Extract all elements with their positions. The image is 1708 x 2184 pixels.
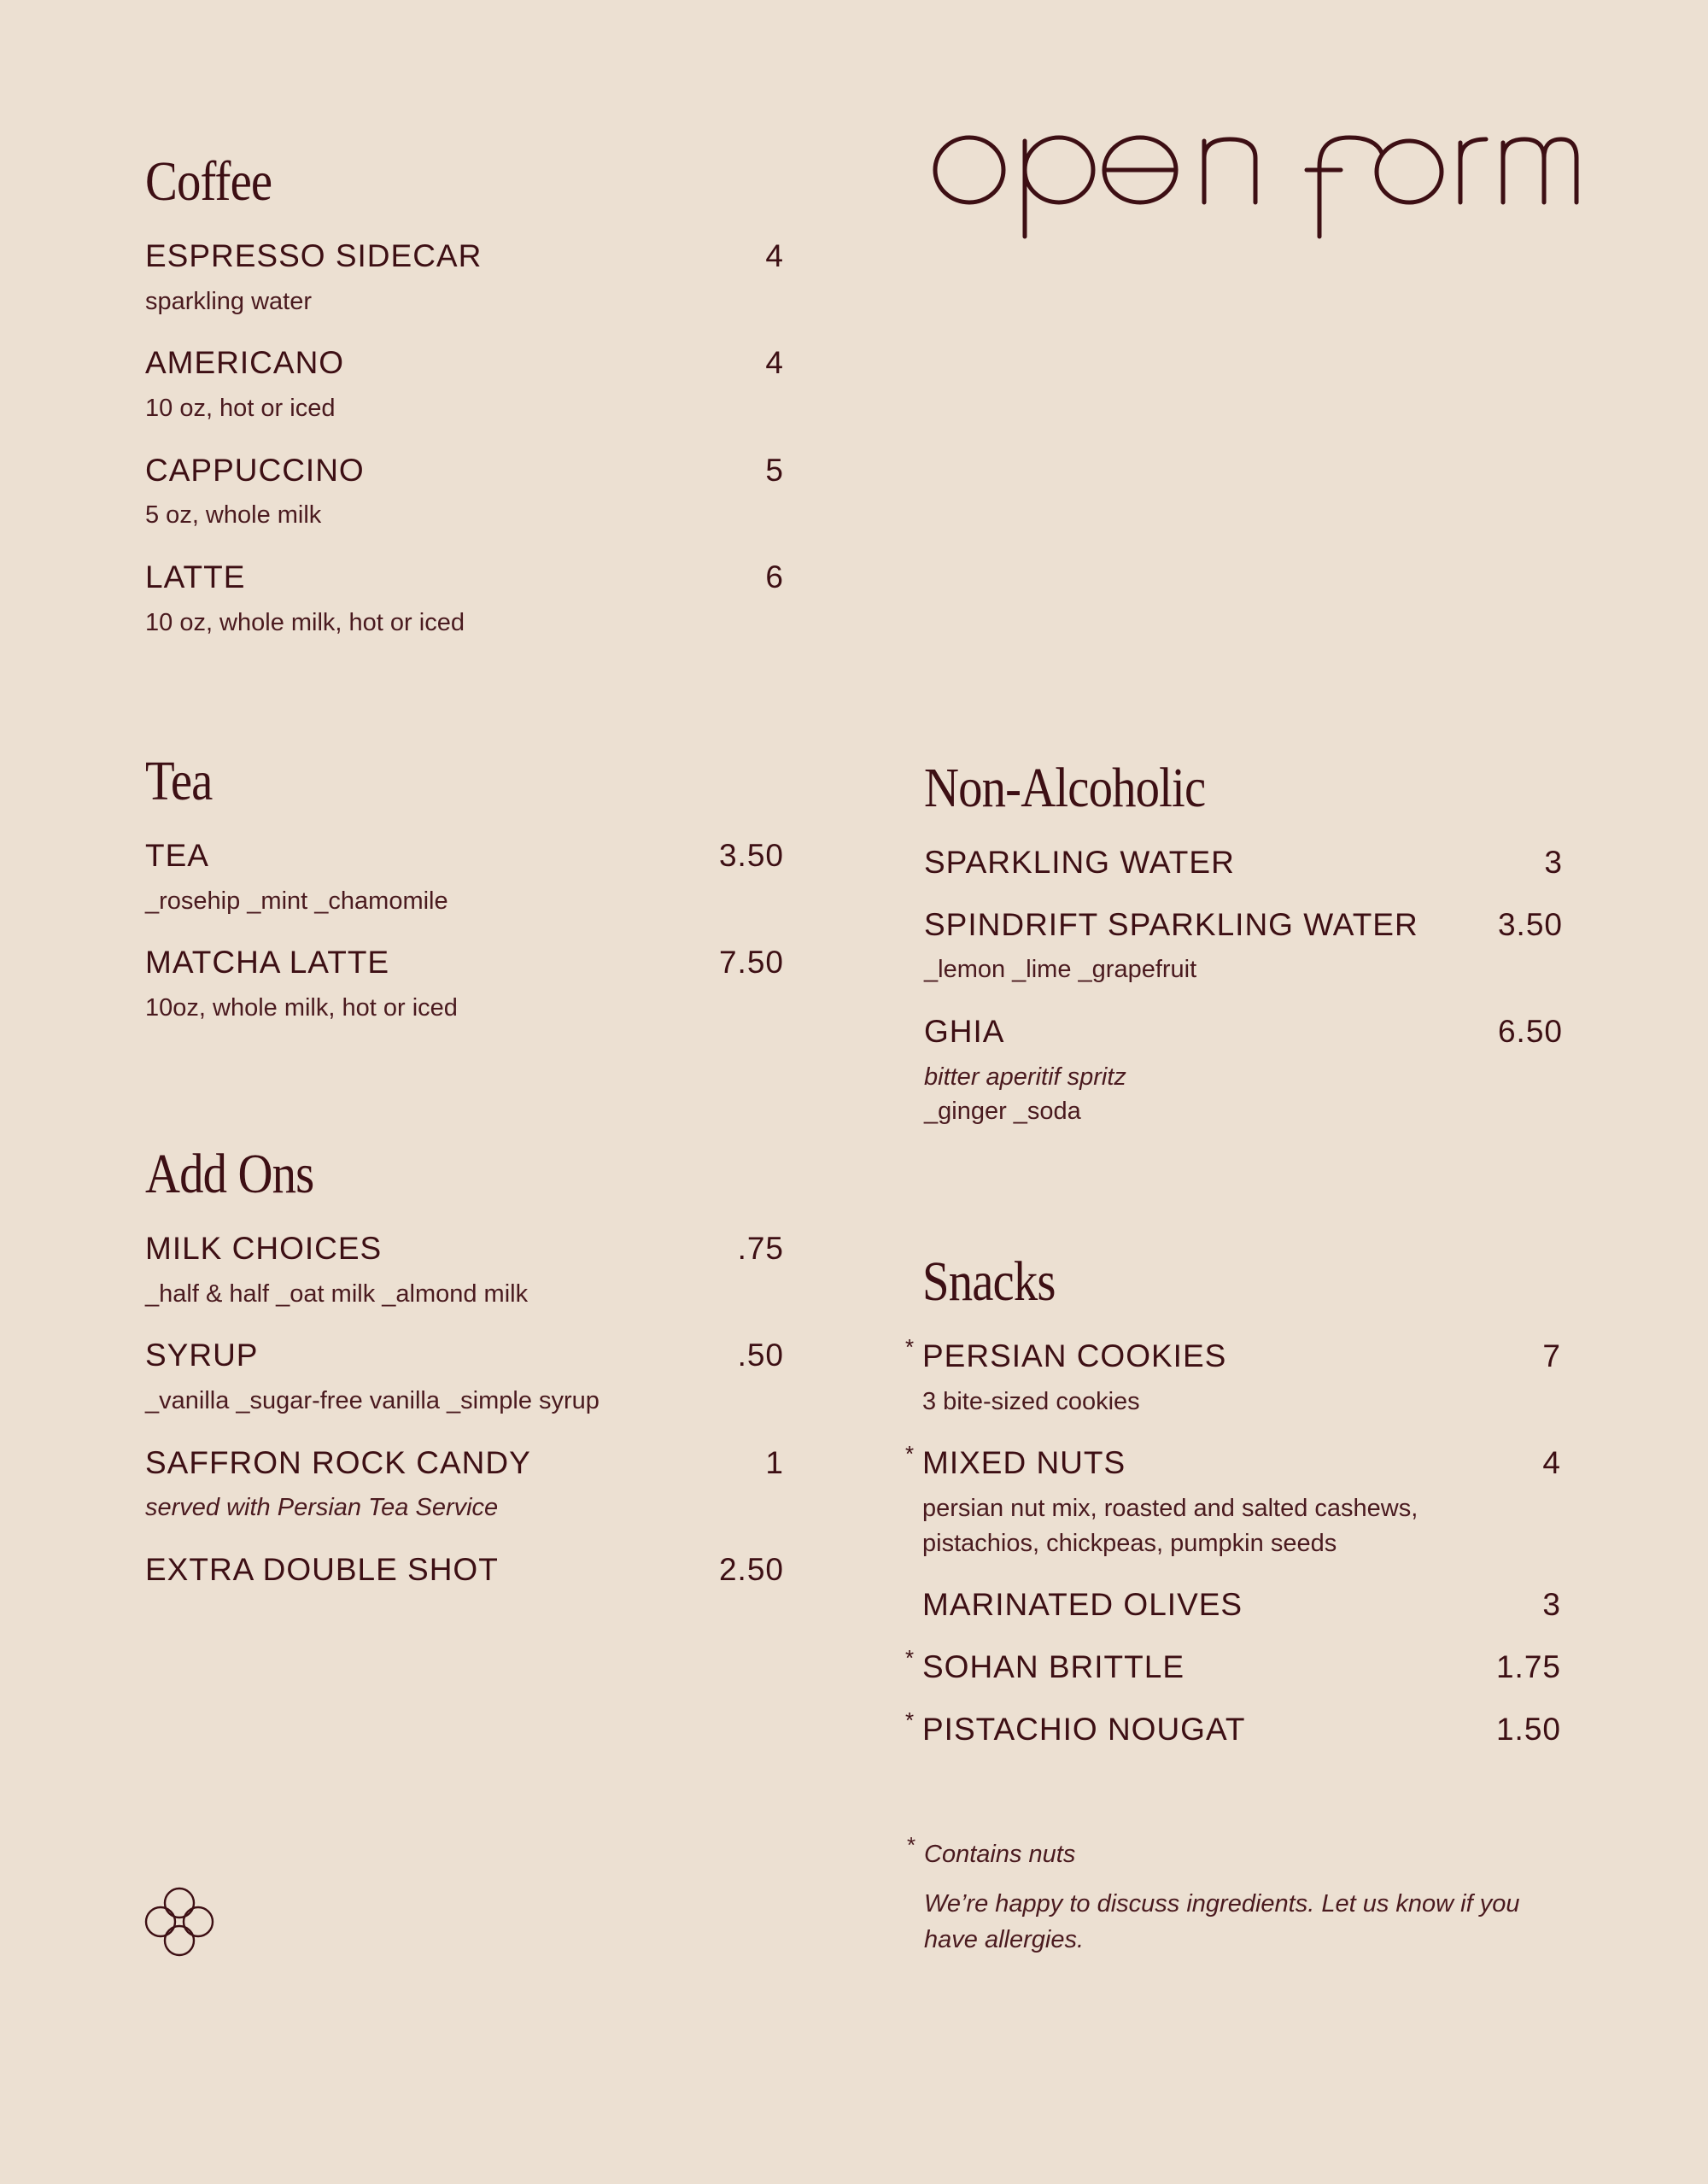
menu-item	[145, 1553, 784, 1588]
nut-star-mark: *	[905, 1441, 915, 1467]
item-name: AMERICANO	[145, 345, 345, 381]
section-title: Non-Alcoholic	[924, 757, 1206, 819]
item-description: persian nut mix, roasted and salted cashews,	[922, 1494, 1418, 1522]
flower-ornament-icon	[143, 1886, 215, 1958]
item-name: SPINDRIFT SPARKLING WATER	[924, 906, 1418, 942]
nut-star-mark: *	[905, 1334, 915, 1360]
item-price: 4	[765, 238, 784, 273]
menu-item	[924, 908, 1563, 987]
item-description: sparkling water	[145, 287, 313, 315]
item-price: 7.50	[718, 945, 784, 981]
item-name: SAFFRON ROCK CANDY	[145, 1444, 531, 1480]
nut-star-mark: *	[907, 1832, 916, 1858]
item-price: 2.50	[718, 1551, 784, 1587]
menu-item	[924, 1015, 1563, 1129]
item-name: GHIA	[924, 1013, 1005, 1049]
nut-star-mark: *	[905, 1644, 915, 1671]
item-price: 7	[1542, 1338, 1561, 1373]
item-name: PERSIAN COOKIES	[922, 1338, 1227, 1373]
item-name: SPARKLING WATER	[924, 845, 1235, 880]
section-title: Add Ons	[145, 1143, 314, 1205]
item-name: LATTE	[145, 559, 246, 594]
item-name: MILK CHOICES	[145, 1231, 383, 1266]
item-description: 10oz, whole milk, hot or iced	[145, 993, 458, 1022]
tea-section	[145, 750, 784, 1053]
menu-item	[145, 1338, 784, 1418]
section-title: Snacks	[922, 1250, 1056, 1313]
menu-item	[905, 1334, 1561, 1419]
item-price: .75	[737, 1231, 784, 1266]
menu-item	[905, 1644, 1561, 1685]
item-description: 3 bite-sized cookies	[922, 1387, 1140, 1415]
menu-item	[145, 1232, 784, 1311]
item-price: 3	[1544, 845, 1563, 880]
item-description: 10 oz, whole milk, hot or iced	[145, 608, 465, 636]
menu-item	[145, 946, 784, 1025]
item-price: 1.75	[1495, 1648, 1561, 1684]
nuts-note-text: Contains nuts	[924, 1841, 1076, 1868]
item-description: _half & half _oat milk _almond milk	[145, 1279, 529, 1308]
item-price: 3.50	[1497, 906, 1563, 942]
coffee-section	[145, 150, 784, 667]
item-name: EXTRA DOUBLE SHOT	[145, 1551, 499, 1587]
menu-item	[145, 560, 784, 640]
item-description: served with Persian Tea Service	[145, 1494, 499, 1522]
menu-item	[145, 454, 784, 533]
item-description: bitter aperitif spritz	[924, 1063, 1126, 1091]
item-price: 6.50	[1497, 1013, 1563, 1049]
nonalcoholic-section	[924, 757, 1563, 1156]
item-price: 1	[765, 1444, 784, 1480]
item-description: _rosehip _mint _chamomile	[145, 887, 448, 915]
nut-star-mark: *	[905, 1707, 915, 1733]
item-description-options: _ginger _soda	[924, 1098, 1081, 1126]
item-description: _lemon _lime _grapefruit	[924, 956, 1197, 984]
item-price: 4	[765, 345, 784, 381]
section-title: Tea	[145, 750, 213, 812]
menu-item	[905, 1707, 1561, 1748]
item-price: 1.50	[1495, 1711, 1561, 1747]
menu-item	[145, 1446, 784, 1525]
addons-section	[145, 1143, 784, 1615]
item-name: TEA	[145, 838, 209, 873]
item-description: 5 oz, whole milk	[145, 501, 322, 530]
item-price: 3	[1542, 1587, 1561, 1623]
snacks-section	[905, 1250, 1561, 1774]
allergy-note-line: We’re happy to discuss ingredients. Let us know if you	[924, 1890, 1520, 1918]
item-name: PISTACHIO NOUGAT	[922, 1711, 1246, 1747]
item-price: 4	[1542, 1445, 1561, 1481]
item-description: _vanilla _sugar-free vanilla _simple syrup	[145, 1386, 600, 1414]
menu-item	[145, 346, 784, 425]
item-price: 3.50	[718, 838, 784, 873]
item-name: MIXED NUTS	[922, 1445, 1126, 1481]
item-name: ESPRESSO SIDECAR	[145, 238, 483, 273]
menu-item	[924, 846, 1563, 881]
item-name: SYRUP	[145, 1338, 259, 1373]
item-name: SOHAN BRITTLE	[922, 1648, 1184, 1684]
menu-item	[905, 1441, 1561, 1560]
open-form-logo	[931, 132, 1580, 243]
allergy-note-line: have allergies.	[924, 1926, 1084, 1954]
allergy-note	[924, 1886, 1519, 1958]
menu-item	[922, 1588, 1561, 1623]
item-name: CAPPUCCINO	[145, 452, 365, 488]
item-name: MATCHA LATTE	[145, 945, 390, 981]
item-description-line2: pistachios, chickpeas, pumpkin seeds	[922, 1529, 1337, 1557]
section-title: Coffee	[145, 150, 272, 213]
nuts-note	[907, 1832, 1076, 1872]
item-description: 10 oz, hot or iced	[145, 394, 336, 422]
item-price: 5	[765, 452, 784, 488]
item-price: 6	[765, 559, 784, 594]
item-name: MARINATED OLIVES	[922, 1587, 1243, 1623]
menu-item	[145, 239, 784, 319]
item-price: .50	[737, 1338, 784, 1373]
menu-item	[145, 839, 784, 918]
